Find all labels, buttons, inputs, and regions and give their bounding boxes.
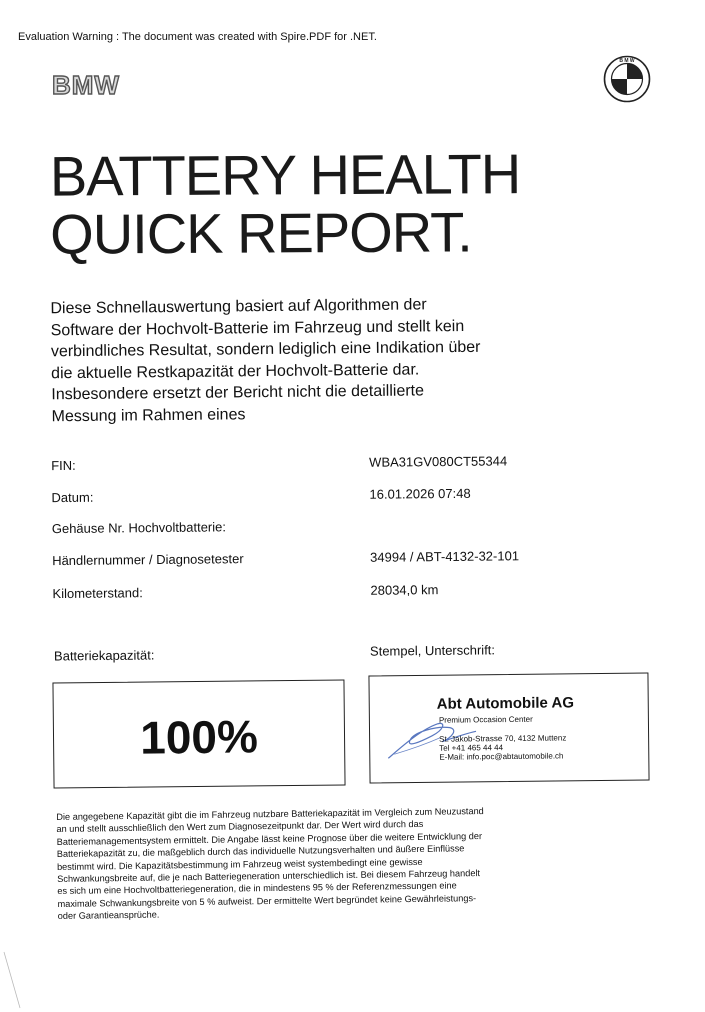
report-title — [49, 142, 651, 266]
capacity-box — [52, 679, 345, 788]
field-value: WBA31GV080CT55344 — [369, 453, 508, 470]
field-label: Datum: — [51, 489, 94, 506]
capacity-value: 100% — [139, 710, 259, 764]
field-label: Gehäuse Nr. Hochvoltbatterie: — [51, 519, 227, 537]
dealer-email: E-Mail: info.poc@abtautomobile.ch — [439, 751, 564, 762]
bmw-roundel-icon — [603, 55, 651, 103]
field-value: 34994 / ABT-4132-32-101 — [370, 548, 520, 565]
field-row-battery-housing — [51, 515, 652, 537]
field-value: 28034,0 km — [370, 582, 439, 598]
svg-text:B M W: B M W — [619, 58, 635, 65]
dealer-stamp-box — [368, 673, 649, 784]
field-label: FIN: — [51, 457, 76, 474]
field-row-mileage — [52, 580, 652, 602]
intro-text: Diese Schnellauswertung basiert auf Algorithmen der Software der Hochvolt-Batterie im Fahrzeug und stellt kein verbindliches Resultat, sondern lediglich eine Indikation über die aktuelle Restkapazität der Hochvolt-Batterie dar. Insbesondere ersetzt der Bericht nicht die detaillierte Messung im Rahmen eines — [50, 296, 481, 425]
field-row-datum — [51, 484, 651, 506]
report-title-line2: QUICK REPORT. — [49, 200, 472, 266]
report-title-line1: BATTERY HEALTH — [49, 142, 521, 208]
dealer-phone: Tel +41 465 44 44 — [439, 743, 504, 753]
field-label: Händlernummer / Diagnosetester — [52, 551, 244, 569]
vehicle-details — [51, 447, 651, 602]
field-value: 16.01.2026 07:48 — [369, 485, 471, 502]
field-label: Kilometerstand: — [52, 585, 143, 602]
dealer-subtitle: Premium Occasion Center — [438, 714, 533, 725]
stamp-label: Stempel, Unterschrift: — [369, 642, 496, 659]
capacity-label: Batteriekapazität: — [53, 647, 155, 664]
dealer-address: St. Jakob-Strasse 70, 4132 Muttenz — [439, 733, 567, 744]
dealer-name: Abt Automobile AG — [436, 694, 575, 713]
brand-wordmark: BMW — [52, 70, 120, 100]
field-row-dealer — [52, 547, 652, 569]
evaluation-warning: Evaluation Warning : The document was created with Spire.PDF for .NET. — [18, 31, 377, 43]
page-edge-mark — [0, 950, 24, 1010]
disclaimer-text: Die angegebene Kapazität gibt die im Fahrzeug nutzbare Batteriekapazität im Vergleich zum Neuzustand an und stellt ausschließlich den Wert zum Diagnosezeitpunkt dar. Der Wert wird durch das Batteriemanagementsystem ermittelt. Die Angabe lässt keine Prognose über die weitere Entwicklung der Batteriekapazität zu, die maßgeblich durch das individuelle Nutzungsverhalten und äußere Einflüsse bestimmt wird. Die Kapazitätsbestimmung im Fahrzeug weist systembedingt eine gewisse Schwankungsbreite auf, die je nach Batteriegeneration unterschiedlich ist. Bei diesem Fahrzeug handelt es sich um eine Hochvoltbatteriegeneration, die in mindestens 95 % der Referenzmessungen eine maximale Schwankungsbreite von 5 % aufweist. Der ermittelte Wert begründet keine Gewährleistungs- oder Garantieansprüche. — [56, 806, 484, 922]
field-row-fin — [51, 452, 651, 474]
